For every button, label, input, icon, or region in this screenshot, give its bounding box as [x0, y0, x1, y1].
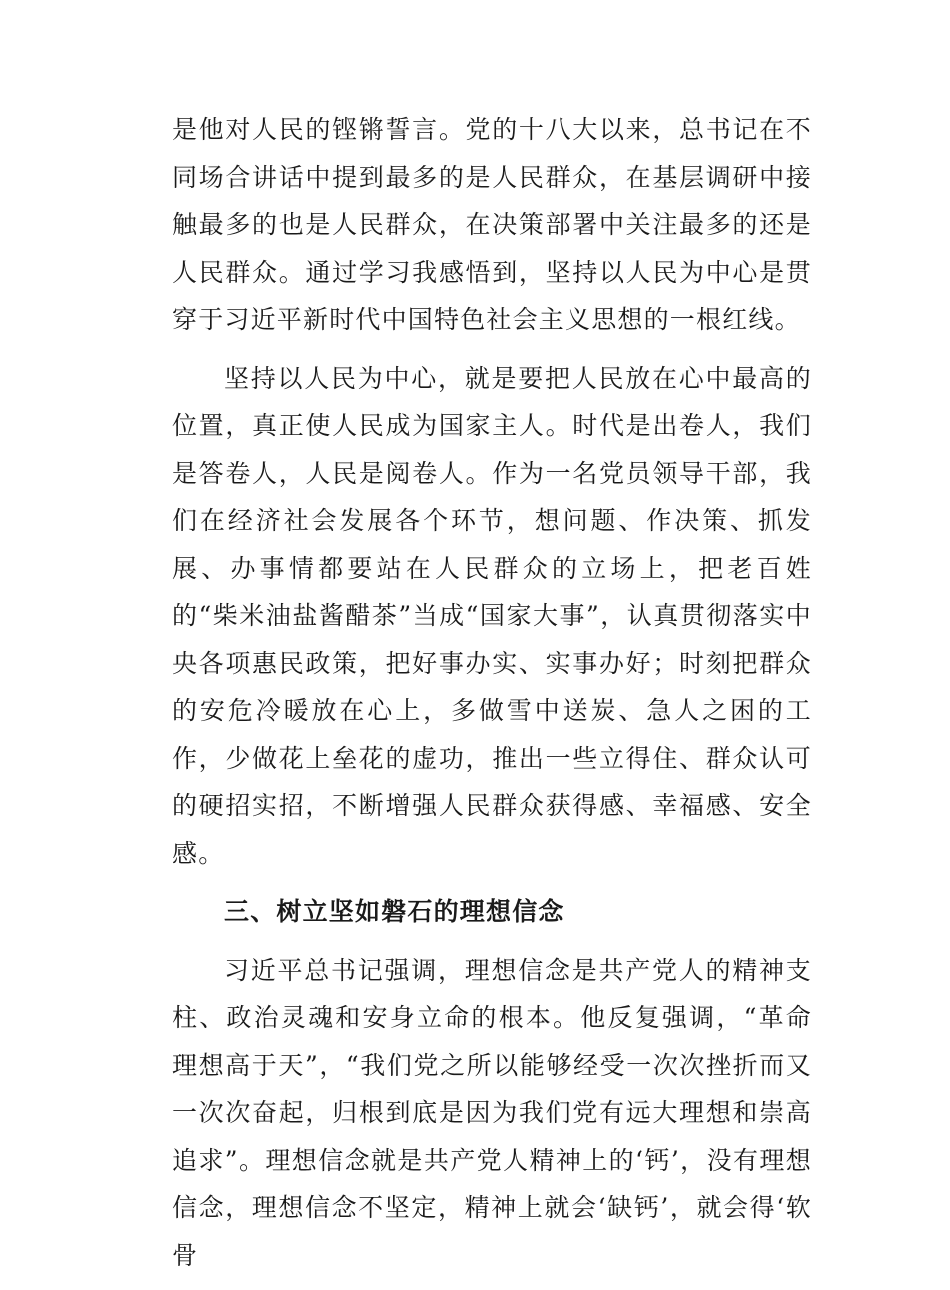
section-heading: 三、树立坚如磐石的理想信念	[224, 897, 565, 926]
paragraph-ideals-beliefs: 习近平总书记强调，理想信念是共产党人的精神支柱、政治灵魂和安身立命的根本。他反复强调，“革命理想高于天”，“我们党之所以能够经受一次次挫折而又一次次奋起，归根到底是因为我们党有远大理想和崇高追求”。理想信念就是共产党人精神上的‘钙’，没有理想信念，理想信念不坚定，精神上就会‘缺钙’，就会得‘软骨	[172, 955, 812, 1270]
paragraph-people-centered: 坚持以人民为中心，就是要把人民放在心中最高的位置，真正使人民成为国家主人。时代是出卷人，我们是答卷人，人民是阅卷人。作为一名党员领导干部，我们在经济社会发展各个环节，想问题、作决策、抓发展、办事情都要站在人民群众的立场上，把老百姓的“柴米油盐酱醋茶”当成“国家大事”，认真贯彻落实中央各项惠民政策，把好事办实、实事办好；时刻把群众的安危冷暖放在心上，多做雪中送炭、急人之困的工作，少做花上垒花的虚功，推出一些立得住、群众认可的硬招实招，不断增强人民群众获得感、幸福感、安全感。	[172, 363, 812, 868]
document-body	[172, 106, 812, 1290]
paragraph-continued: 是他对人民的铿锵誓言。党的十八大以来，总书记在不同场合讲话中提到最多的是人民群众，在基层调研中接触最多的也是人民群众，在决策部署中关注最多的还是人民群众。通过学习我感悟到，坚持以人民为中心是贯穿于习近平新时代中国特色社会主义思想的一根红线。	[172, 115, 812, 334]
